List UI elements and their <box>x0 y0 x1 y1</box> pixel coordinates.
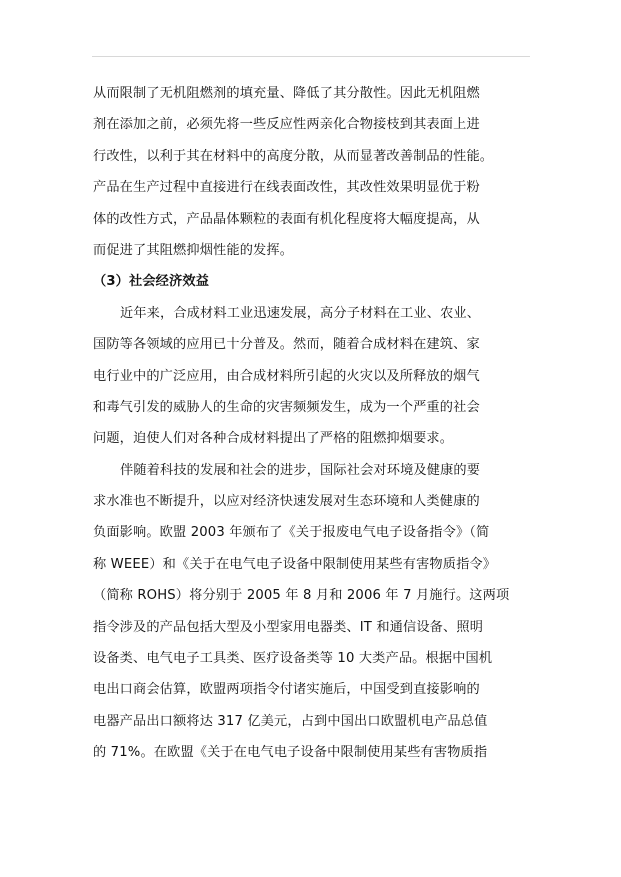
paragraph-line: 的 71%。在欧盟《关于在电气电子设备中限制使用某些有害物质指 <box>93 745 488 761</box>
header-rule <box>92 56 530 57</box>
paragraph-line: 近年来，合成材料工业迅速发展，高分子材料在工业、农业、 <box>120 305 481 321</box>
paragraph-line: 产品在生产过程中直接进行在线表面改性，其改性效果明显优于粉 <box>93 180 480 196</box>
paragraph-line: 求水准也不断提升，以应对经济快速发展对生态环境和人类健康的 <box>93 494 480 510</box>
paragraph-line: 体的改性方式，产品晶体颗粒的表面有机化程度将大幅度提高，从 <box>93 211 480 227</box>
paragraph-line: （简称 ROHS）将分别于 2005 年 8 月和 2006 年 7 月施行。这两项 <box>93 588 510 604</box>
paragraph-line: 行改性，以利于其在材料中的高度分散，从而显著改善制品的性能。 <box>93 148 494 164</box>
paragraph-line: 称 WEEE）和《关于在电气电子设备中限制使用某些有害物质指令》 <box>93 556 497 572</box>
paragraph-line: 指令涉及的产品包括大型及小型家用电器类、IT 和通信设备、照明 <box>93 619 484 635</box>
paragraph-line: 伴随着科技的发展和社会的进步，国际社会对环境及健康的要 <box>120 462 481 478</box>
paragraph-line: 电行业中的广泛应用，由合成材料所引起的火灾以及所释放的烟气 <box>93 368 480 384</box>
paragraph-line: 电器产品出口额将达 317 亿美元，占到中国出口欧盟机电产品总值 <box>93 713 488 729</box>
paragraph-line: 从而限制了无机阻燃剂的填充量、降低了其分散性。因此无机阻燃 <box>93 86 480 101</box>
paragraph-line: 剂在添加之前，必须先将一些反应性两亲化合物接枝到其表面上进 <box>93 117 480 133</box>
paragraph-line: 和毒气引发的威胁人的生命的灾害频频发生，成为一个严重的社会 <box>93 399 480 415</box>
paragraph-line: 而促进了其阻燃抑烟性能的发挥。 <box>93 242 294 258</box>
paragraph-line: 国防等各领域的应用已十分普及。然而，随着合成材料在建筑、家 <box>93 337 480 353</box>
paragraph-line: 问题，迫使人们对各种合成材料提出了严格的阻燃抑烟要求。 <box>93 431 454 447</box>
paragraph-line: 负面影响。欧盟 2003 年颁布了《关于报废电气电子设备指令》（简 <box>93 525 490 541</box>
section-heading: （3）社会经济效益 <box>93 274 210 290</box>
document-body <box>93 78 529 769</box>
paragraph-line: 电出口商会估算，欧盟两项指令付诸实施后，中国受到直接影响的 <box>93 682 480 698</box>
paragraph-line: 设备类、电气电子工具类、医疗设备类等 10 大类产品。根据中国机 <box>93 651 493 667</box>
